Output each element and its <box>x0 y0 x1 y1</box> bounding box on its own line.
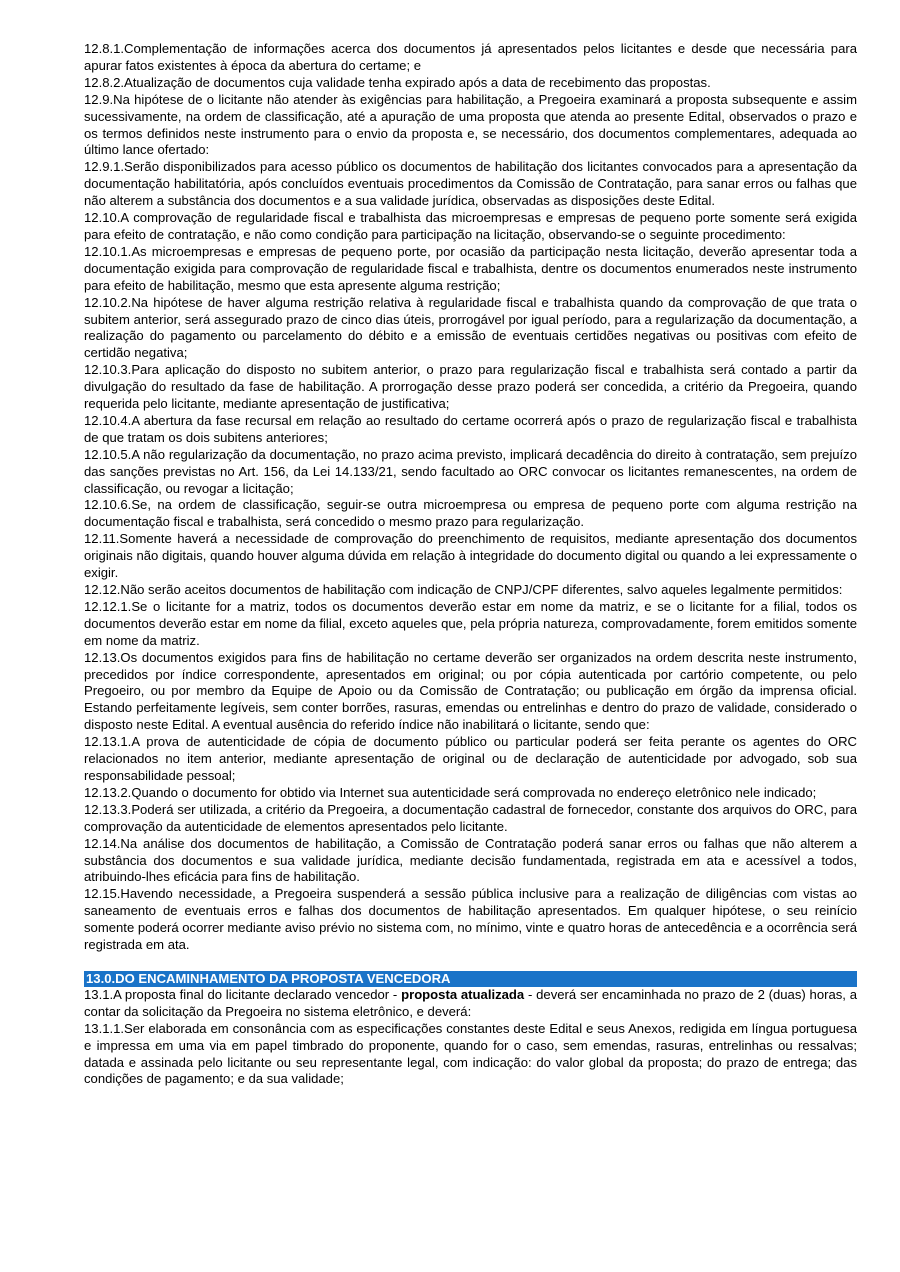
paragraph-12-10-3: 12.10.3.Para aplicação do disposto no subitem anterior, o prazo para regularização fiscal e trabalhista será contado a partir da divulgação do resultado da fase de habilitação. A prorrogação desse prazo poderá ser concedida, a critério da Pregoeira, quando requerida pelo licitante, mediante apresentação de justificativa; <box>84 362 857 412</box>
paragraph-12-12-1: 12.12.1.Se o licitante for a matriz, todos os documentos deverão estar em nome da matriz, e se o licitante for a filial, todos os documentos deverão estar em nome da filial, exceto aqueles que, pela própria natureza, comprovadamente, forem emitidos somente em nome da matriz. <box>84 598 857 648</box>
paragraph-12-13-1: 12.13.1.A prova de autenticidade de cópia de documento público ou particular poderá ser feita perante os agentes do ORC relacionados no item anterior, mediante apresentação de original ou de declaração de autenticidade por advogado, sob sua responsabilidade pessoal; <box>84 734 857 783</box>
paragraph-12-10-2: 12.10.2.Na hipótese de haver alguma restrição relativa à regularidade fiscal e trabalhista quando da comprovação de que trata o subitem anterior, será assegurado prazo de cinco dias úteis, prorrogável por igual período, para a regularização da documentação, a realização do pagamento ou parcelamento do débito e a emissão de eventuais certidões negativas ou positivas com efeito de certidão negativa; <box>84 294 857 361</box>
paragraph-12-8-2: 12.8.2.Atualização de documentos cuja validade tenha expirado após a data de recebimento das propostas. <box>84 74 711 90</box>
paragraph-13-1-1: 13.1.1.Ser elaborada em consonância com as especificações constantes deste Edital e seus Anexos, redigida em língua portuguesa e impressa em uma via em papel timbrado do proponente, quando for o caso, sem emendas, rasuras, entrelinhas ou ressalvas; datada e assinada pelo licitante ou seu representante legal, com indicação: do valor global da proposta; do prazo de entrega; das condições de pagamento; e da sua validade; <box>84 1020 857 1087</box>
paragraph-12-11: 12.11.Somente haverá a necessidade de comprovação do preenchimento de requisitos, mediante apresentação dos documentos originais não digitais, quando houver alguma dúvida em relação à integridade do documento digital ou quando a lei expressamente o exigir. <box>84 531 857 581</box>
paragraph-12-8-1: 12.8.1.Complementação de informações acerca dos documentos já apresentados pelos licitantes e desde que necessária para apurar fatos existentes à época da abertura do certame; e <box>84 41 857 73</box>
document-page <box>84 41 857 1088</box>
paragraph-12-15: 12.15.Havendo necessidade, a Pregoeira suspenderá a sessão pública inclusive para a realização de diligências com vistas ao saneamento de eventuais erros e falhas dos documentos de habilitação apresentados. Em qualquer hipótese, o seu reinício somente poderá ocorrer mediante aviso prévio no sistema com, no mínimo, vinte e quatro horas de antecedência e a ocorrência será registrada em ata. <box>84 886 857 953</box>
paragraph-13-1-bold: proposta atualizada <box>401 986 525 1002</box>
paragraph-12-10-5: 12.10.5.A não regularização da documentação, no prazo acima previsto, implicará decadência do direito à contratação, sem prejuízo das sanções previstas no Art. 156, da Lei 14.133/21, sendo facultado ao ORC convocar os licitantes remanescentes, na ordem de classificação, ou revogar a licitação; <box>84 446 857 496</box>
paragraph-12-13: 12.13.Os documentos exigidos para fins de habilitação no certame deverão ser organizados na ordem descrita neste instrumento, precedidos por índice correspondente, apresentados em original; ou por cópia autenticada por cartório competente, ou pelo Pregoeiro, ou por membro da Equipe de Apoio ou da Comissão de Contratação; ou publicação em órgão da imprensa oficial. Estando perfeitamente legíveis, sem conter borrões, rasuras, emendas ou entrelinhas e dentro do prazo de validade, considerado o disposto neste Edital. A eventual ausência do referido índice não inabilitará o licitante, sendo que: <box>84 649 857 733</box>
paragraph-12-9: 12.9.Na hipótese de o licitante não atender às exigências para habilitação, a Pregoeira examinará a proposta subsequente e assim sucessivamente, na ordem de classificação, até a apuração de uma proposta que atenda ao presente Edital, observados o prazo e os termos definidos neste instrumento para o envio da proposta e, se necessário, dos documentos complementares, adequada ao último lance ofertado: <box>84 91 857 158</box>
paragraph-12-14: 12.14.Na análise dos documentos de habilitação, a Comissão de Contratação poderá sanar erros ou falhas que não alterem a substância dos documentos e sua validade jurídica, mediante decisão fundamentada, registrada em ata e acessível a todos, atribuindo-lhes eficácia para fins de habilitação. <box>84 835 857 885</box>
paragraph-12-10-1: 12.10.1.As microempresas e empresas de pequeno porte, por ocasião da participação nesta licitação, deverão apresentar toda a documentação exigida para comprovação de regularidade fiscal e trabalhista, dentre os documentos enumerados neste instrumento para efeito de habilitação, mesmo que esta apresente alguma restrição; <box>84 243 857 293</box>
section-heading-13: 13.0.DO ENCAMINHAMENTO DA PROPOSTA VENCEDORA <box>84 971 857 987</box>
paragraph-12-10: 12.10.A comprovação de regularidade fiscal e trabalhista das microempresas e empresas de pequeno porte somente será exigida para efeito de contratação, e não como condição para participação na licitação, observando-se o seguinte procedimento: <box>84 210 857 242</box>
paragraph-12-10-4: 12.10.4.A abertura da fase recursal em relação ao resultado do certame ocorrerá após o prazo de regularização fiscal e trabalhista de que tratam os dois subitens anteriores; <box>84 412 857 445</box>
paragraph-13-1-before: 13.1.A proposta final do licitante declarado vencedor - <box>84 986 402 1002</box>
paragraph-12-13-3: 12.13.3.Poderá ser utilizada, a critério da Pregoeira, a documentação cadastral de fornecedor, constante dos arquivos do ORC, para comprovação da autenticidade de elementos apresentados pelo licitante. <box>84 801 857 834</box>
paragraph-12-13-2: 12.13.2.Quando o documento for obtido via Internet sua autenticidade será comprovada no endereço eletrônico nele indicado; <box>84 784 817 800</box>
paragraph-12-12: 12.12.Não serão aceitos documentos de habilitação com indicação de CNPJ/CPF diferentes, salvo aqueles legalmente permitidos: <box>84 582 843 597</box>
paragraph-13-1 <box>84 987 857 1021</box>
paragraph-13-1-after: - deverá ser encaminhada no prazo de 2 (duas) horas, a contar da solicitação da Pregoeira no sistema eletrônico, e deverá: <box>84 986 857 1019</box>
paragraph-12-9-1: 12.9.1.Serão disponibilizados para acesso público os documentos de habilitação dos licitantes convocados para a apresentação da documentação habilitatória, após concluídos eventuais procedimentos da Comissão de Contratação, para sanar erros ou falhas que não alterem a substância dos documentos e a sua validade jurídica, observadas as disposições deste Edital. <box>84 159 857 209</box>
paragraph-12-10-6: 12.10.6.Se, na ordem de classificação, seguir-se outra microempresa ou empresa de pequeno porte com alguma restrição na documentação fiscal e trabalhista, será concedido o mesmo prazo para regularização. <box>84 497 857 530</box>
